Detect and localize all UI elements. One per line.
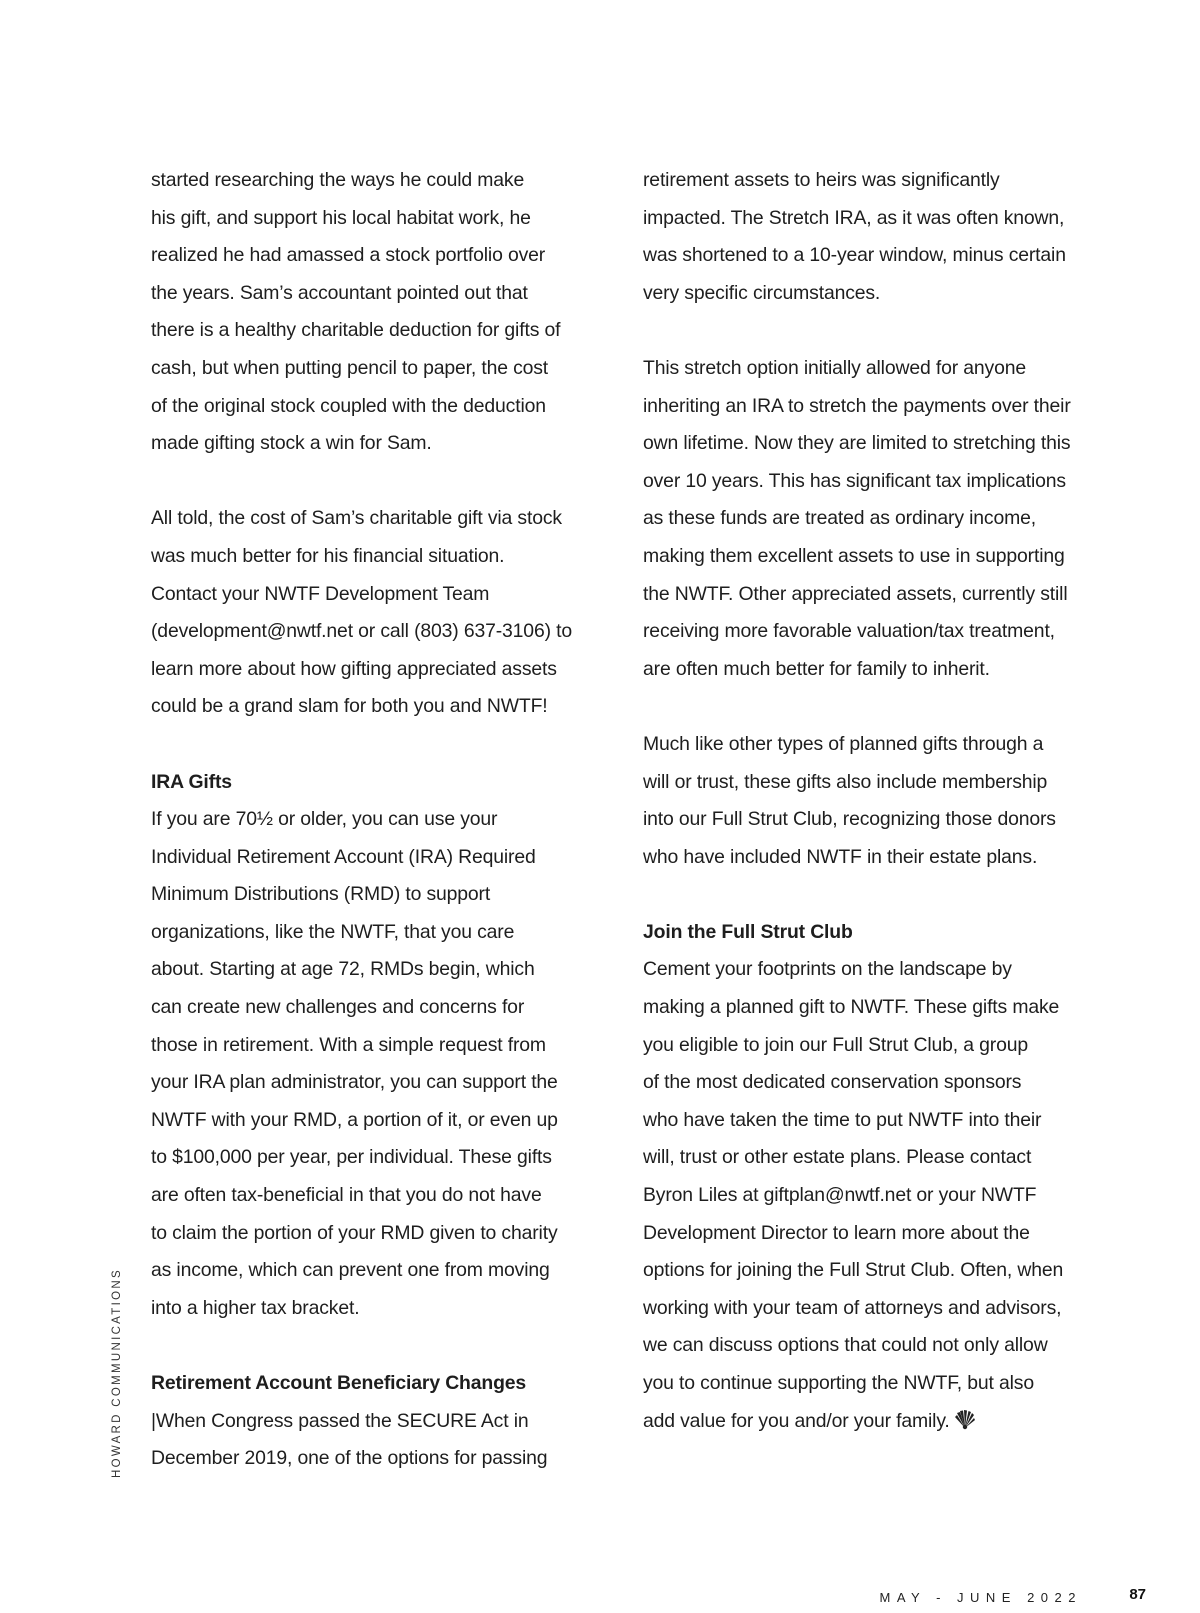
text-line: who have taken the time to put NWTF into their [643,1108,1042,1131]
text-line: options for joining the Full Strut Club. Often, when [643,1259,1064,1282]
page-number: 87 [1129,1586,1146,1603]
text-line: retirement assets to heirs was significantly [643,169,1000,191]
text-line: organizations, like the NWTF, that you care [151,920,515,943]
right-para-3 [643,726,1103,876]
text-line: If you are 70½ or older, you can use your [151,808,498,831]
text-line: learn more about how gifting appreciated assets [151,657,557,680]
text-line: very specific circumstances. [643,281,881,304]
text-line: his gift, and support his local habitat work, he [151,206,531,229]
text-line: as income, which can prevent one from moving [151,1259,550,1282]
text-line: there is a healthy charitable deduction for gifts of [151,319,561,342]
footer-issue-date: MAY - JUNE 2022 [879,1590,1082,1605]
text-line: Development Director to learn more about the [643,1221,1030,1244]
text-line: you eligible to join our Full Strut Club, a group [643,1033,1028,1056]
right-para-1 [643,162,1103,312]
heading-full-strut-club: Join the Full Strut Club [643,920,853,943]
text-line: are often much better for family to inherit. [643,657,990,680]
text-line: started researching the ways he could make [151,169,525,191]
text-line: realized he had amassed a stock portfolio over [151,244,546,267]
text-line: All told, the cost of Sam’s charitable gift via stock [151,507,562,530]
side-credit: HOWARD COMMUNICATIONS [111,1268,123,1478]
right-para-4 [643,951,1103,1443]
text-line: add value for you and/or your family. [643,1409,950,1432]
text-line: to claim the portion of your RMD given to charity [151,1221,558,1244]
left-para-1 [151,162,606,463]
text-line: your IRA plan administrator, you can support the [151,1071,558,1094]
text-line: making a planned gift to NWTF. These gifts make [643,996,1060,1019]
text-line: made gifting stock a win for Sam. [151,432,432,455]
text-line: you to continue supporting the NWTF, but also [643,1372,1034,1394]
text-line: working with your team of attorneys and advisors, [643,1296,1062,1319]
text-line: can create new challenges and concerns for [151,996,525,1019]
text-line: are often tax-beneficial in that you do not have [151,1184,542,1207]
text-line: about. Starting at age 72, RMDs begin, which [151,958,535,981]
text-line: will or trust, these gifts also include membership [643,770,1048,793]
text-line: as these funds are treated as ordinary income, [643,507,1036,530]
text-line: December 2019, one of the options for passing [151,1447,548,1470]
text-line: over 10 years. This has significant tax implications [643,469,1066,492]
text-line: |When Congress passed the SECURE Act in [151,1409,529,1432]
text-line: (development@nwtf.net or call (803) 637-3106) to [151,620,572,643]
text-line: of the original stock coupled with the deduction [151,394,546,417]
left-para-3 [151,801,606,1327]
text-line: we can discuss options that could not only allow [643,1334,1048,1357]
text-line: Contact your NWTF Development Team [151,582,490,605]
text-line: Much like other types of planned gifts through a [643,732,1044,755]
left-column [151,162,606,1478]
text-line: into our Full Strut Club, recognizing those donors [643,808,1056,831]
heading-retirement-changes: Retirement Account Beneficiary Changes [151,1372,527,1394]
text-line: of the most dedicated conservation sponsors [643,1071,1022,1094]
heading-ira-gifts: IRA Gifts [151,770,232,793]
text-line: inheriting an IRA to stretch the payments over their [643,394,1071,417]
text-line: NWTF with your RMD, a portion of it, or even up [151,1108,558,1131]
text-line: own lifetime. Now they are limited to stretching this [643,432,1071,455]
text-line: receiving more favorable valuation/tax treatment, [643,620,1055,643]
text-line: was shortened to a 10-year window, minus certain [643,244,1066,267]
text-line: cash, but when putting pencil to paper, the cost [151,356,549,379]
text-line: Cement your footprints on the landscape by [643,958,1012,981]
text-line: was much better for his financial situation. [151,544,505,567]
text-line: to $100,000 per year, per individual. These gifts [151,1146,552,1169]
turkey-fan-icon [954,1406,976,1444]
text-line: impacted. The Stretch IRA, as it was often known, [643,206,1065,229]
text-line: Minimum Distributions (RMD) to support [151,883,491,906]
text-line: Individual Retirement Account (IRA) Required [151,845,536,868]
text-line: will, trust or other estate plans. Please contact [643,1146,1032,1169]
left-para-2 [151,500,606,726]
text-line: could be a grand slam for both you and NWTF! [151,695,548,718]
text-line: Byron Liles at giftplan@nwtf.net or your NWTF [643,1184,1037,1207]
text-line: the NWTF. Other appreciated assets, currently still [643,582,1068,605]
text-line: the years. Sam’s accountant pointed out that [151,281,528,304]
right-column [643,162,1103,1443]
left-para-4 [151,1403,606,1478]
text-line: those in retirement. With a simple request from [151,1033,546,1056]
text-line-last [643,1403,1103,1444]
text-line: making them excellent assets to use in supporting [643,544,1065,567]
text-line: into a higher tax bracket. [151,1296,360,1319]
text-line: who have included NWTF in their estate plans. [643,845,1038,868]
right-para-2 [643,350,1103,688]
text-line: This stretch option initially allowed for anyone [643,356,1026,379]
